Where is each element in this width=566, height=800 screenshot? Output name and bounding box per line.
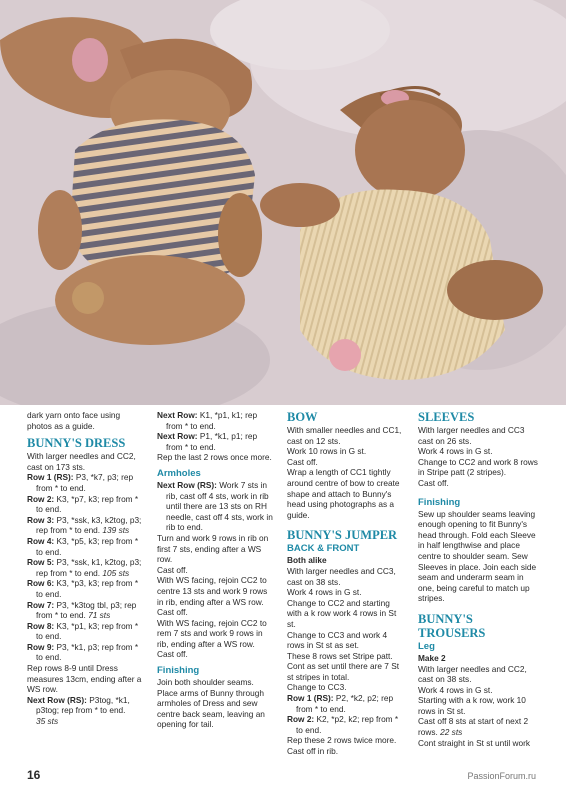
section-title-bunnys-trousers: BUNNY'S TROUSERS — [418, 611, 486, 640]
paragraph: Cont as set until there are 7 St st stripes in total. — [287, 661, 400, 682]
watermark: PassionForum.ru — [467, 771, 536, 781]
pattern-row: Row 2: K3, *p7, k3; rep from * to end. — [27, 493, 139, 515]
paragraph: Join both shoulder seams. Place arms of Bunny through armholes of Dress and sew centre back seam, leaving an opening for tail. — [157, 677, 265, 730]
paragraph: With WS facing, rejoin CC2 to centre 13 sts and work 9 rows in rib, ending after a WS row. — [157, 575, 268, 607]
intro-text: dark yarn onto face using photos as a guide. — [27, 410, 121, 431]
paragraph: Cast off. — [418, 477, 449, 488]
paragraph: Rep these 2 rows twice more. — [287, 735, 397, 746]
section-title-bunnys-dress: BUNNY'S DRESS — [27, 436, 126, 451]
paragraph: Starting with a k row, work 10 rows in St st. — [418, 695, 526, 716]
paragraph: With larger needles and CC3 cast on 26 sts. — [418, 425, 525, 446]
column-1 — [27, 410, 145, 727]
column-4 — [418, 410, 540, 748]
paragraph: Work 4 rows in G st. — [418, 684, 493, 695]
pattern-row: Row 5: P3, *ssk, k1, k2tog, p3; rep from * to end. 105 sts — [27, 557, 142, 578]
paragraph: Change to CC2 and starting with a k row work 4 rows in St st. — [287, 597, 397, 629]
pattern-row: Next Row (RS): Work 7 sts in rib, cast off 4 sts, work in rib until there are 13 sts on RH needle, cast off 4 sts, work in rib to end. — [157, 479, 273, 533]
paragraph: Cast off in rib. — [287, 746, 339, 757]
paragraph: Cont straight in St st until work — [418, 737, 531, 748]
pattern-row: Row 1 (RS): P3, *k7, p3; rep from * to end. — [27, 472, 134, 493]
paragraph: Sew up shoulder seams leaving enough opening to fit Bunny's head through. Fold each Sleeve in half lengthwise and place centre to shoulder seam. Sew Sleeves in place. Join each side seam and underarm seam in one, being careful to match up stripes. — [418, 508, 537, 604]
section-title-sleeves: SLEEVES — [418, 410, 475, 424]
paragraph: Change to CC2 and work 8 rows in Stripe patt (2 stripes). — [418, 456, 538, 478]
section-title-armholes: Armholes — [157, 467, 201, 479]
paragraph: With larger needles and CC3, cast on 38 sts. — [287, 565, 396, 587]
make-2-label: Make 2 — [418, 652, 446, 663]
pattern-row: Next Row: P1, *k1, p1; rep from * to end. — [157, 431, 258, 452]
pattern-row: Row 1 (RS): P2, *k2, p2; rep from * to end. — [287, 693, 394, 714]
pattern-row: Row 9: P3, *k1, p3; rep from * to end. — [27, 641, 139, 663]
pattern-row: Next Row: K1, *p1, k1; rep from * to end. — [157, 410, 258, 431]
paragraph: Work 4 rows in G st. — [287, 587, 362, 598]
section-subtitle-leg: Leg — [418, 640, 435, 652]
dress-intro: With larger needles and CC2, cast on 173 sts. — [27, 451, 136, 472]
pattern-row: Row 8: K3, *p1, k3; rep from * to end. — [27, 620, 139, 642]
paragraph: These 8 rows set Stripe patt. — [287, 650, 393, 661]
paragraph: Cast off. — [157, 564, 188, 575]
paragraph: With larger needles and CC2, cast on 38 sts. — [418, 663, 527, 685]
pattern-row: Row 6: K3, *p3, k3; rep from * to end. — [27, 578, 139, 599]
paragraph: With WS facing, rejoin CC2 to rem 7 sts and work 9 rows in rib, ending after a WS row. — [157, 617, 267, 649]
rep-text: Rep the last 2 rows once more. — [157, 452, 272, 463]
paragraph: With smaller needles and CC1, cast on 12 sts. — [287, 425, 402, 446]
paragraph: Cast off. — [157, 607, 188, 618]
section-title-finishing: Finishing — [418, 496, 461, 508]
pattern-row: Next Row (RS): P3tog, *k1, p3tog; rep from * to end. 35 sts — [27, 694, 130, 727]
section-title-finishing: Finishing — [157, 665, 200, 677]
paragraph: Cast off. — [157, 649, 188, 660]
pattern-row: Row 3: P3, *ssk, k3, k2tog, p3; rep from * to end. 139 sts — [27, 514, 142, 536]
rep-text: Rep rows 8-9 until Dress measures 13cm, ending after a WS row. — [27, 663, 142, 695]
paragraph: Work 10 rows in G st. — [287, 446, 367, 457]
paragraph: Cast off 8 sts at start of next 2 rows. 22 sts — [418, 716, 529, 738]
column-2 — [157, 410, 275, 730]
column-3 — [287, 410, 405, 757]
pattern-row: Row 2: K2, *p2, k2; rep from * to end. — [287, 714, 399, 735]
paragraph: Work 4 rows in G st. — [418, 446, 493, 457]
pattern-row: Row 4: K3, *p5, k3; rep from * to end. — [27, 535, 139, 557]
paragraph: Turn and work 9 rows in rib on first 7 sts, ending after a WS row. — [157, 532, 269, 565]
page-number: 16 — [27, 768, 41, 782]
section-title-bow: BOW — [287, 410, 318, 424]
paragraph: Cast off. — [287, 456, 318, 467]
paragraph: Change to CC3 and work 4 rows in St st as set. — [287, 629, 388, 651]
section-subtitle-back-front: BACK & FRONT — [287, 543, 360, 555]
both-alike-label: Both alike — [287, 555, 327, 566]
paragraph: Change to CC3. — [287, 682, 347, 693]
paragraph: Wrap a length of CC1 tightly around centre of bow to create shape and attach to Bunny's head using photographs as a guide. — [287, 467, 400, 520]
pattern-row: Row 7: P3, *k3tog tbl, p3; rep from * to end. 71 sts — [27, 599, 137, 621]
section-title-bunnys-jumper: BUNNY'S JUMPER — [287, 528, 398, 543]
